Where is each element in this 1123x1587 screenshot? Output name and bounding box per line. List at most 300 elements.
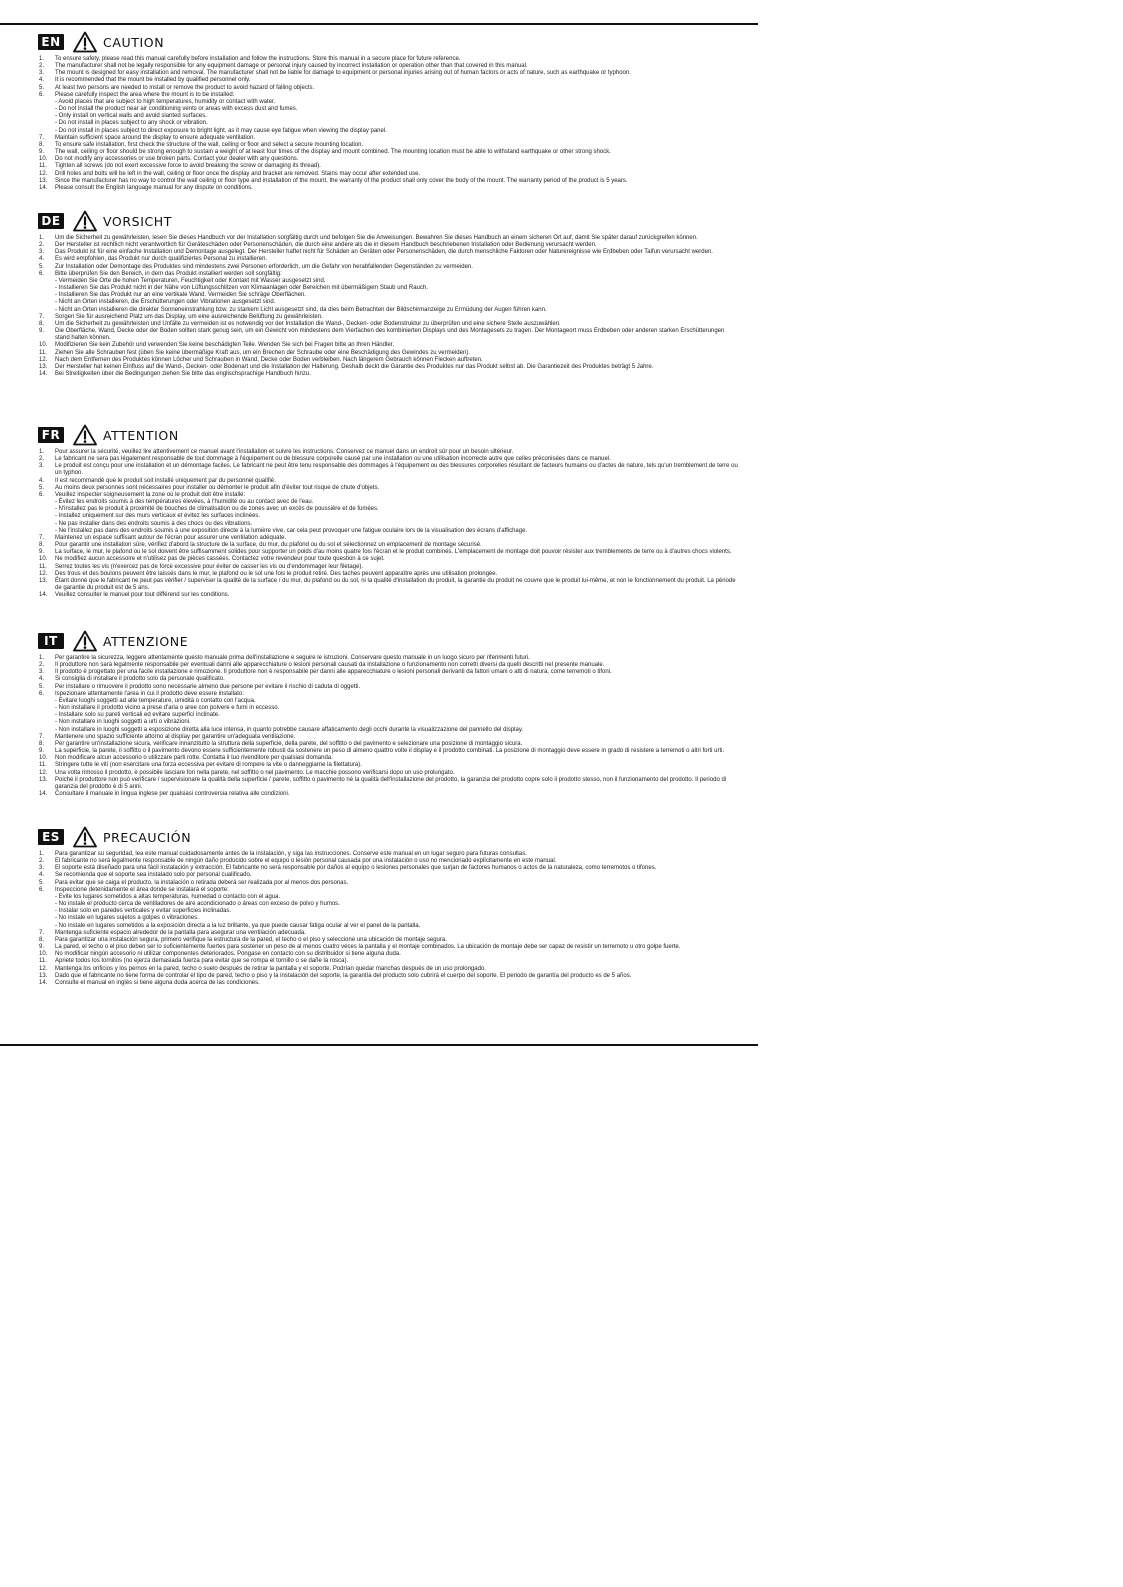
item-number: 4. bbox=[39, 872, 45, 879]
list-item bbox=[38, 249, 738, 256]
item-text: Nach dem Entfernen des Produktes können Löcher und Schrauben in Wand, Decke oder Boden verbleiben. Nach längerem Gebrauch können Flecken auftreten. bbox=[55, 356, 483, 363]
item-number: 5. bbox=[39, 879, 45, 886]
item-text-block bbox=[55, 235, 738, 242]
item-number: 9. bbox=[39, 748, 45, 755]
item-number: 7. bbox=[39, 313, 45, 320]
item-number: 11. bbox=[39, 958, 47, 965]
top-divider bbox=[0, 23, 758, 25]
item-text: Der Hersteller ist rechtlich nicht verantwortlich für Geräteschäden oder Personenschäden, die durch eine andere als die in diesem Handbuch beschriebenen Installation oder Bedienung verursacht werden. bbox=[55, 242, 597, 249]
item-text-block bbox=[55, 535, 738, 542]
sub-item-text: - Do not install in places subject to direct exposure to bright light, as it may cause eye fatigue when viewing the display panel. bbox=[55, 127, 387, 134]
sub-item-text: - Nicht an Orten installieren, die Erschütterungen oder Vibrationen ausgesetzt sind. bbox=[55, 299, 276, 306]
item-text: Le produit est conçu pour une installation et un démontage faciles. Le fabricant ne peut être tenu responsable des dommages à l'équipement ou des blessures corporelles résultant de facteurs humains ou d'actes de nature, tels qu'un tremblement de terre ou un typhon. bbox=[55, 463, 738, 477]
section-title: ATTENZIONE bbox=[103, 633, 189, 649]
list-item bbox=[38, 762, 738, 769]
item-text: Das Produkt ist für eine einfache Installation und Demontage ausgelegt. Der Hersteller haftet nicht für Schäden an Geräten oder Personenschäden, die durch menschliche Faktoren oder Naturereignisse wie Erdbeben oder Taifun verursacht werden. bbox=[55, 249, 713, 256]
item-text: Veuillez inspecter soigneusement la zone où le produit doit être installé: bbox=[55, 491, 246, 498]
item-text-block bbox=[55, 478, 738, 485]
warning-triangle-icon bbox=[73, 210, 97, 232]
item-text-block bbox=[55, 564, 738, 571]
warning-triangle-icon bbox=[73, 826, 97, 848]
sub-item-text: - Installare solo su pareti verticali ed evitare superfici inclinate. bbox=[55, 712, 220, 719]
item-number: 13. bbox=[39, 972, 48, 979]
caution-list bbox=[38, 449, 738, 599]
item-text: Una volta rimosso il prodotto, è possibile lasciare fori nella parete, nel soffitto o nel pavimento. Le macchie possono verificarsi dopo un uso prolungato. bbox=[55, 769, 455, 776]
item-text-block bbox=[55, 851, 738, 858]
item-text-block bbox=[55, 571, 738, 578]
item-text: To ensure safety, please read this manual carefully before installation and follow the instructions. Store this manual in a secure place for future reference. bbox=[55, 56, 461, 62]
item-text: Um die Sicherheit zu gewährleisten, lesen Sie dieses Handbuch vor der Installation sorgfältig durch und befolgen Sie die Anweisungen. Bewahren Sie dieses Handbuch an einem sicheren Ort auf, damit Sie später darauf zurückgreifen können. bbox=[55, 235, 698, 241]
list-item bbox=[38, 92, 738, 135]
list-item bbox=[38, 135, 738, 142]
list-item bbox=[38, 70, 738, 77]
item-text-block bbox=[55, 364, 738, 371]
list-item bbox=[38, 271, 738, 314]
sub-item-text: - Only install on vertical walls and avoid slanted surfaces. bbox=[55, 113, 207, 120]
section-title: ATTENTION bbox=[103, 427, 179, 443]
item-text: Ne modifiez aucun accessoire et n'utilisez pas de pièces cassées. Contactez votre revendeur pour toute question à ce sujet. bbox=[55, 556, 385, 563]
list-item bbox=[38, 669, 738, 676]
item-text-block bbox=[55, 63, 738, 70]
sub-item-text: - Avoid places that are subject to high temperatures, humidity or contact with water. bbox=[55, 98, 276, 105]
item-number: 7. bbox=[39, 534, 45, 541]
item-number: 8. bbox=[39, 320, 45, 327]
sub-item-text: - No instale en lugares sometidos a la exposición directa a la luz brillante, ya que puede causar fatiga ocular al ver el panel de la pantalla. bbox=[55, 922, 421, 929]
section-de bbox=[38, 210, 738, 378]
list-item bbox=[38, 734, 738, 741]
item-number: 2. bbox=[39, 242, 45, 249]
list-item bbox=[38, 163, 738, 170]
sub-item-text: - Evite los lugares sometidos a altas temperaturas, humedad o contacto con el agua. bbox=[55, 893, 281, 900]
list-item bbox=[38, 980, 738, 987]
item-text: Mantenere uno spazio sufficiente attorno al display per garantire un'adeguata ventilazione. bbox=[55, 733, 296, 740]
item-text: Inspeccione detenidamente el área donde se instalará el soporte: bbox=[55, 886, 229, 893]
item-text-block bbox=[55, 178, 738, 185]
list-item bbox=[38, 149, 738, 156]
warning-triangle-icon bbox=[73, 424, 97, 446]
item-text-block bbox=[55, 966, 738, 973]
section-it bbox=[38, 630, 738, 798]
item-number: 12. bbox=[39, 570, 48, 577]
item-text: To ensure safe installation, first check the structure of the wall, ceiling or floor and select a secure mounting location. bbox=[55, 141, 364, 148]
list-item bbox=[38, 63, 738, 70]
item-text-block bbox=[55, 592, 738, 599]
list-item bbox=[38, 456, 738, 463]
section-header bbox=[38, 210, 738, 232]
item-text-block bbox=[55, 271, 738, 314]
item-number: 8. bbox=[39, 141, 45, 148]
language-badge: IT bbox=[38, 633, 64, 649]
item-number: 2. bbox=[39, 456, 45, 463]
item-number: 3. bbox=[39, 70, 45, 77]
list-item bbox=[38, 321, 738, 328]
item-number: 4. bbox=[39, 676, 45, 683]
item-text: Ziehen Sie alle Schrauben fest (üben Sie keine übermäßige Kraft aus, um ein Brechen der Schraube oder eine Beschädigung des Gewindes zu vermeiden). bbox=[55, 349, 470, 356]
item-text: Bitte überprüfen Sie den Bereich, in dem das Produkt installiert werden soll sorgfältig: bbox=[55, 270, 282, 277]
item-text: Mantenga suficiente espacio alrededor de la pantalla para asegurar una ventilación adecuada. bbox=[55, 929, 306, 936]
item-number: 1. bbox=[39, 851, 45, 857]
list-item bbox=[38, 592, 738, 599]
list-item bbox=[38, 242, 738, 249]
list-item bbox=[38, 556, 738, 563]
item-text: Maintenez un espace suffisant autour de l'écran pour assurer une ventilation adéquate. bbox=[55, 534, 287, 541]
list-item bbox=[38, 755, 738, 762]
item-text: The mount is designed for easy installation and removal. The manufacturer shall not be liable for damage to equipment or personal injuries arising out of human factors or acts of nature, such as earthquake or typhoon. bbox=[55, 70, 631, 77]
item-number: 1. bbox=[39, 56, 45, 62]
item-number: 4. bbox=[39, 77, 45, 84]
item-number: 11. bbox=[39, 563, 47, 570]
item-text: La pared, el techo o el piso deben ser lo suficientemente fuertes para sostener un peso de al menos cuatro veces la pantalla y el montaje combinados. La ubicación de montaje debe ser capaz de resistir un terremoto u otro golpe fuerte. bbox=[55, 944, 681, 951]
item-text: Il produttore non sarà legalmente responsabile per eventuali danni alle apparecchiature o lesioni personali causati da installazione o funzionamento non corretti diversi da quelli descritti nel presente manuale. bbox=[55, 662, 605, 669]
item-number: 9. bbox=[39, 149, 45, 156]
item-text-block bbox=[55, 135, 738, 142]
item-text-block bbox=[55, 456, 738, 463]
list-item bbox=[38, 966, 738, 973]
item-text-block bbox=[55, 684, 738, 691]
item-number: 14. bbox=[39, 184, 48, 191]
section-fr bbox=[38, 424, 738, 599]
item-number: 13. bbox=[39, 177, 48, 184]
list-item bbox=[38, 449, 738, 456]
item-text: The wall, ceiling or floor should be strong enough to sustain a weight of at least four times of the display and mount combined. The mounting location must be able to withstand earthquake or other strong shock. bbox=[55, 149, 611, 156]
list-item bbox=[38, 777, 738, 791]
item-text: La superficie, la parete, il soffitto o il pavimento devono essere sufficientemente robusti da sostenere un peso di almeno quattro volte il display e il prodotto combinati. La posizione di montaggio deve essere in grado di resistere a terremoti o altri forti urti. bbox=[55, 748, 725, 755]
item-text-block bbox=[55, 242, 738, 249]
item-text-block bbox=[55, 256, 738, 263]
item-text: Please consult the English language manual for any dispute on conditions. bbox=[55, 184, 253, 191]
item-text: Pour garantir une installation sûre, vérifiez d'abord la structure de la surface, du mur, du plafond ou du sol et sélectionnez un emplacement de montage sécurisé. bbox=[55, 542, 482, 549]
item-text-block bbox=[55, 872, 738, 879]
item-text: Maintain sufficient space around the display to ensure adequate ventilation. bbox=[55, 134, 256, 141]
item-number: 6. bbox=[39, 491, 45, 498]
item-number: 8. bbox=[39, 542, 45, 549]
list-item bbox=[38, 865, 738, 872]
sub-item-text: - Non installare in luoghi soggetti a urti o vibrazioni. bbox=[55, 719, 191, 726]
item-text-block bbox=[55, 762, 738, 769]
list-item bbox=[38, 887, 738, 930]
item-text: Para garantizar su seguridad, lea este manual cuidadosamente antes de la instalación, y siga las instrucciones. Conserve este manual en un lugar seguro para futuras consultas. bbox=[55, 851, 527, 857]
item-number: 14. bbox=[39, 979, 48, 986]
list-item bbox=[38, 314, 738, 321]
list-item bbox=[38, 256, 738, 263]
item-text-block bbox=[55, 887, 738, 930]
list-item bbox=[38, 880, 738, 887]
item-text-block bbox=[55, 865, 738, 872]
item-text-block bbox=[55, 655, 738, 662]
item-text: Non modificare alcun accessorio o utilizzare parti rotte. Contatta il tuo rivenditore per qualsiasi domanda. bbox=[55, 755, 333, 762]
list-item bbox=[38, 549, 738, 556]
list-item bbox=[38, 564, 738, 571]
item-text: The manufacturer shall not be legally responsible for any equipment damage or personal injury caused by incorrect installation or operation other than that covered in this manual. bbox=[55, 63, 528, 70]
item-text: Der Hersteller hat keinen Einfluss auf die Wand-, Decken- oder Bodenart und die Installation der Halterung. Deshalb deckt die Garantie des Produktes nur das Produkt selbst ab. Die Garantiezeit des Produktes beträgt 5 Jahre. bbox=[55, 363, 654, 370]
item-text: Modifizieren Sie kein Zubehör und verwenden Sie keine beschädigten Teile. Wenden Sie sich bei Fragen bitte an Ihren Händler. bbox=[55, 342, 394, 349]
list-item bbox=[38, 264, 738, 271]
sub-item-text: - Installieren Sie das Produkt nur an eine vertikale Wand. Vermeiden Sie schräge Oberflächen. bbox=[55, 292, 306, 299]
item-text-block bbox=[55, 777, 738, 791]
section-en bbox=[38, 31, 738, 192]
list-item bbox=[38, 691, 738, 734]
item-text: Dado que el fabricante no tiene forma de controlar el tipo de pared, techo o piso y la instalación del soporte, la garantía del producto solo cubrirá el cuerpo del soporte. El periodo de garantía del producto es de 5 años. bbox=[55, 972, 632, 979]
item-text-block bbox=[55, 264, 738, 271]
item-text: No modificar ningún accesorio ni utilizar componentes deteriorados. Póngase en contacto con su distribuidor si tiene alguna duda. bbox=[55, 951, 401, 958]
list-item bbox=[38, 858, 738, 865]
item-text-block bbox=[55, 357, 738, 364]
item-text-block bbox=[55, 70, 738, 77]
list-item bbox=[38, 185, 738, 192]
list-item bbox=[38, 676, 738, 683]
item-text-block bbox=[55, 755, 738, 762]
section-title: CAUTION bbox=[103, 34, 165, 50]
item-number: 8. bbox=[39, 936, 45, 943]
language-badge: ES bbox=[38, 829, 64, 845]
item-text: El fabricante no será legalmente responsable de ningún daño producido sobre el equipo o lesión personal causada por una instalación o uso no mencionado explícitamente en este manual. bbox=[55, 858, 557, 865]
item-text: El soporte está diseñado para una fácil instalación y extracción. El fabricante no será responsable por daños al equipo o lesiones personales que surjan de factores humanos o actos de la naturaleza, como terremotos o tifones. bbox=[55, 865, 657, 872]
list-item bbox=[38, 350, 738, 357]
list-item bbox=[38, 77, 738, 84]
item-text-block bbox=[55, 741, 738, 748]
item-text: Do not modify any accessories or use broken parts. Contact your dealer with any questions. bbox=[55, 156, 299, 163]
list-item bbox=[38, 156, 738, 163]
item-number: 1. bbox=[39, 235, 45, 241]
list-item bbox=[38, 741, 738, 748]
section-header bbox=[38, 31, 738, 53]
sub-item-text: - Instalar solo en paredes verticales y evitar superficies inclinadas. bbox=[55, 908, 232, 915]
section-header bbox=[38, 826, 738, 848]
item-text-block bbox=[55, 77, 738, 84]
item-text-block bbox=[55, 321, 738, 328]
list-item bbox=[38, 958, 738, 965]
item-text: Tighten all screws (do not exert excessive force to avoid breaking the screw or damaging its thread). bbox=[55, 163, 321, 170]
item-text: Veuillez consulter le manuel pour tout différend sur les conditions. bbox=[55, 592, 230, 599]
item-text: Stringere tutte le viti (non esercitare una forza eccessiva per evitare di rompere la vite o danneggiarne la filettatura). bbox=[55, 762, 362, 769]
item-text: Des trous et des boulons peuvent être laissés dans le mur, le plafond ou le sol une fois le produit retiré. Des taches peuvent apparaître après une utilisation prolongée. bbox=[55, 570, 498, 577]
item-number: 8. bbox=[39, 740, 45, 747]
item-text-block bbox=[55, 185, 738, 192]
item-number: 6. bbox=[39, 886, 45, 893]
sub-item-text: - Nicht an Orten installieren die direkter Sonneneinstrahlung bzw. zu starkem Licht ausgesetzt sind, da dies beim Betrachten der Bildschirmanzeige zu Ermüdung der Augen führen kann. bbox=[55, 306, 547, 313]
item-number: 7. bbox=[39, 733, 45, 740]
item-text-block bbox=[55, 85, 738, 92]
item-text-block bbox=[55, 951, 738, 958]
list-item bbox=[38, 655, 738, 662]
item-text-block bbox=[55, 163, 738, 170]
list-item bbox=[38, 944, 738, 951]
item-number: 3. bbox=[39, 249, 45, 256]
sub-item-text: - No instale en lugares sujetos a golpes o vibraciones. bbox=[55, 915, 199, 922]
item-number: 6. bbox=[39, 690, 45, 697]
sub-item-text: - Do not install in places subject to any shock or vibration. bbox=[55, 120, 208, 127]
item-text-block bbox=[55, 371, 738, 378]
item-text-block bbox=[55, 578, 738, 592]
item-number: 12. bbox=[39, 769, 48, 776]
item-text: Es wird empfohlen, das Produkt nur durch qualifiziertes Personal zu installieren. bbox=[55, 256, 268, 263]
language-badge: DE bbox=[38, 213, 64, 229]
item-text-block bbox=[55, 944, 738, 951]
item-text: Apriete todos los tornillos (no ejerza demasiada fuerza para evitar que se rompa el tornillo o se dañe la rosca). bbox=[55, 958, 349, 965]
item-text-block bbox=[55, 328, 738, 342]
list-item bbox=[38, 930, 738, 937]
item-number: 12. bbox=[39, 356, 48, 363]
item-text-block bbox=[55, 770, 738, 777]
item-text-block bbox=[55, 669, 738, 676]
sub-item-text: - Ne l'installez pas dans des endroits soumis à une exposition directe à la lumière vive, car cela peut provoquer une fatigue oculaire lors de la visualisation des écrans d'affichage. bbox=[55, 527, 528, 534]
item-number: 2. bbox=[39, 63, 45, 70]
language-badge: EN bbox=[38, 34, 64, 50]
warning-triangle-icon bbox=[73, 630, 97, 652]
item-number: 12. bbox=[39, 965, 48, 972]
caution-list bbox=[38, 56, 738, 192]
item-text-block bbox=[55, 149, 738, 156]
sub-item-text: - Evitare luoghi soggetti ad alte temperature, umidità o contatto con l'acqua. bbox=[55, 697, 256, 704]
item-number: 14. bbox=[39, 370, 48, 377]
item-text-block bbox=[55, 973, 738, 980]
item-number: 14. bbox=[39, 592, 48, 599]
list-item bbox=[38, 951, 738, 958]
item-text-block bbox=[55, 734, 738, 741]
item-number: 7. bbox=[39, 929, 45, 936]
list-item bbox=[38, 542, 738, 549]
item-text-block bbox=[55, 958, 738, 965]
item-number: 3. bbox=[39, 463, 45, 470]
item-number: 2. bbox=[39, 858, 45, 865]
item-number: 9. bbox=[39, 328, 45, 335]
item-text-block bbox=[55, 249, 738, 256]
item-number: 10. bbox=[39, 342, 48, 349]
sub-item-text: - Non installare il prodotto vicino a prese d'aria o aree con polvere e fumi in eccesso. bbox=[55, 705, 280, 712]
list-item bbox=[38, 973, 738, 980]
list-item bbox=[38, 235, 738, 242]
item-text-block bbox=[55, 542, 738, 549]
item-text: At least two persons are needed to install or remove the product to avoid hazard of falling objects. bbox=[55, 84, 315, 91]
list-item bbox=[38, 684, 738, 691]
caution-list bbox=[38, 655, 738, 798]
item-number: 3. bbox=[39, 865, 45, 872]
item-text-block bbox=[55, 171, 738, 178]
item-text-block bbox=[55, 142, 738, 149]
list-item bbox=[38, 872, 738, 879]
item-text: Si consiglia di installare il prodotto solo da personale qualificato. bbox=[55, 676, 225, 683]
list-item bbox=[38, 485, 738, 492]
sub-item-text: - Do not install the product near air conditioning vents or areas with excess dust and fumes. bbox=[55, 106, 298, 113]
item-number: 6. bbox=[39, 270, 45, 277]
item-text-block bbox=[55, 492, 738, 535]
item-text-block bbox=[55, 314, 738, 321]
item-number: 5. bbox=[39, 484, 45, 491]
item-number: 14. bbox=[39, 790, 48, 797]
item-text-block bbox=[55, 350, 738, 357]
item-number: 10. bbox=[39, 755, 48, 762]
language-badge: FR bbox=[38, 427, 64, 443]
sub-item-text: - No instale el producto cerca de ventiladores de aire acondicionado o áreas con exceso de polvo y humos. bbox=[55, 901, 340, 908]
item-text-block bbox=[55, 463, 738, 477]
list-item bbox=[38, 178, 738, 185]
sub-item-text: - Évitez les endroits soumis à des températures élevées, à l'humidité ou au contact avec de l'eau. bbox=[55, 499, 314, 506]
item-text: Ispezionare attentamente l'area in cui il prodotto deve essere installato: bbox=[55, 690, 244, 697]
item-text-block bbox=[55, 980, 738, 987]
item-text: Die Oberfläche, Wand, Decke oder der Boden sollten stark genug sein, um ein Gewicht von mindestens dem Vierfachen des kombinierten Displays und des Montagesets zu tragen. Der Montageort muss Erdbeben oder anderen starken Erschütterungen stand halten können. bbox=[55, 328, 725, 342]
list-item bbox=[38, 492, 738, 535]
item-text-block bbox=[55, 156, 738, 163]
list-item bbox=[38, 328, 738, 342]
item-text: Il est recommandé que le produit soit installé uniquement par du personnel qualifié. bbox=[55, 477, 276, 484]
item-text: Serrez toutes les vis (n'exercez pas de force excessive pour éviter de casser les vis ou d'endommager leur filetage). bbox=[55, 563, 364, 570]
item-text: It is recommended that the mount be installed by qualified personnel only. bbox=[55, 77, 251, 84]
item-text: Bei Streitigkeiten über die Bedingungen ziehen Sie bitte das englischsprachige Handbuch hinzu. bbox=[55, 370, 311, 377]
item-text: Please carefully inspect the area where the mount is to be installed: bbox=[55, 91, 235, 98]
list-item bbox=[38, 535, 738, 542]
item-number: 4. bbox=[39, 256, 45, 263]
item-text: Drill holes and bolts will be left in the wall, ceiling or floor once the display and bracket are removed. Stains may occur after extended use. bbox=[55, 170, 421, 177]
item-text-block bbox=[55, 92, 738, 135]
item-number: 6. bbox=[39, 91, 45, 98]
list-item bbox=[38, 171, 738, 178]
warning-triangle-icon bbox=[73, 31, 97, 53]
section-header bbox=[38, 630, 738, 652]
list-item bbox=[38, 937, 738, 944]
item-number: 10. bbox=[39, 556, 48, 563]
item-number: 1. bbox=[39, 449, 45, 455]
caution-list bbox=[38, 235, 738, 378]
item-number: 13. bbox=[39, 776, 48, 783]
item-text: Para evitar que se caiga el producto, la instalación o retirada deberá ser realizada por al menos dos personas. bbox=[55, 879, 349, 886]
item-text: Para garantizar una instalación segura, primero verifique la estructura de la pared, el techo o el piso y seleccione una ubicación de montaje segura. bbox=[55, 936, 447, 943]
section-header bbox=[38, 424, 738, 446]
item-number: 2. bbox=[39, 662, 45, 669]
item-number: 9. bbox=[39, 944, 45, 951]
list-item bbox=[38, 364, 738, 371]
item-text-block bbox=[55, 556, 738, 563]
item-number: 11. bbox=[39, 349, 47, 356]
item-number: 10. bbox=[39, 156, 48, 163]
item-text-block bbox=[55, 549, 738, 556]
item-number: 9. bbox=[39, 549, 45, 556]
item-text: Zur Installation oder Demontage des Produktes sind mindestens zwei Personen erforderlich, um die Gefahr von herabfallenden Gegenständen zu vermeiden. bbox=[55, 263, 473, 270]
item-text-block bbox=[55, 56, 738, 63]
item-text: La surface, le mur, le plafond ou le sol doivent être suffisamment solides pour supporter un poids d'au moins quatre fois l'écran et le produit combinés. L'emplacement de montage doit pouvoir résister aux tremblements de terre ou à d'autres chocs violents. bbox=[55, 549, 732, 556]
item-text-block bbox=[55, 937, 738, 944]
sub-item-text: - Non installare in luoghi soggetti a esposizione diretta alla luce intensa, in quanto potrebbe causare affaticamento degli occhi durante la visualizzazione del pannello del display. bbox=[55, 726, 524, 733]
item-text: Sorgen Sie für ausreichend Platz um das Display, um eine ausreichende Belüftung zu gewährleisten. bbox=[55, 313, 323, 320]
item-text-block bbox=[55, 449, 738, 456]
item-text: Since the manufacturer has no way to control the wall ceiling or floor type and installation of the mount, the warranty of the product shall only cover the body of the mount. The warranty period of the product is 5 years. bbox=[55, 177, 628, 184]
item-text: Au moins deux personnes sont nécessaires pour installer ou démonter le produit afin d'éviter tout risque de chute d'objets. bbox=[55, 484, 380, 491]
list-item bbox=[38, 748, 738, 755]
item-text: Il prodotto è progettato per una facile installazione e rimozione. Il produttore non è responsabile per danni alle apparecchiature o lesioni personali derivanti da fattori umani o atti di natura, come terremoti o tifoni. bbox=[55, 669, 612, 676]
item-number: 12. bbox=[39, 170, 48, 177]
item-text: Le fabricant ne sera pas légalement responsable de tout dommage à l'équipement ou de blessure corporelle causé par une installation ou une utilisation incorrecte autre que celles préconisées dans ce manuel. bbox=[55, 456, 611, 463]
list-item bbox=[38, 142, 738, 149]
item-text: Um die Sicherheit zu gewährleisten und Unfälle zu vermeiden ist es notwendig vor der Installation die Wand-, Decken- oder Bodenstruktur zu überprüfen und eine sichere Stelle auszuwählen. bbox=[55, 320, 561, 327]
list-item bbox=[38, 851, 738, 858]
item-text: Per installare o rimuovere il prodotto sono necessarie almeno due persone per evitare il rischio di caduta di oggetti. bbox=[55, 683, 361, 690]
item-number: 1. bbox=[39, 655, 45, 661]
item-number: 4. bbox=[39, 477, 45, 484]
item-text: Étant donné que le fabricant ne peut pas vérifier / superviser la qualité de la surface / du mur, du plafond ou du sol, ni la qualité d'installation du produit, la garantie du produit ne couvre que le produit lui-même, et non le fonctionnement du produit. La période de garantie du produit est de 5 ans. bbox=[55, 577, 736, 591]
item-number: 3. bbox=[39, 669, 45, 676]
list-item bbox=[38, 342, 738, 349]
sub-item-text: - Installez uniquement sur des murs verticaux et évitez les surfaces inclinées. bbox=[55, 513, 261, 520]
list-item bbox=[38, 578, 738, 592]
bottom-divider bbox=[0, 1044, 758, 1046]
item-text: Pour assurer la sécurité, veuillez lire attentivement ce manuel avant l'installation et suivre les instructions. Conservez ce manuel dans un endroit sûr pour un besoin ultérieur. bbox=[55, 449, 514, 455]
list-item bbox=[38, 56, 738, 63]
section-es bbox=[38, 826, 738, 987]
caution-list bbox=[38, 851, 738, 987]
list-item bbox=[38, 463, 738, 477]
list-item bbox=[38, 662, 738, 669]
item-number: 5. bbox=[39, 84, 45, 91]
sub-item-text: - N'installez pas le produit à proximité de bouches de climatisation ou de zones avec un excès de poussière et de fumées. bbox=[55, 506, 379, 513]
